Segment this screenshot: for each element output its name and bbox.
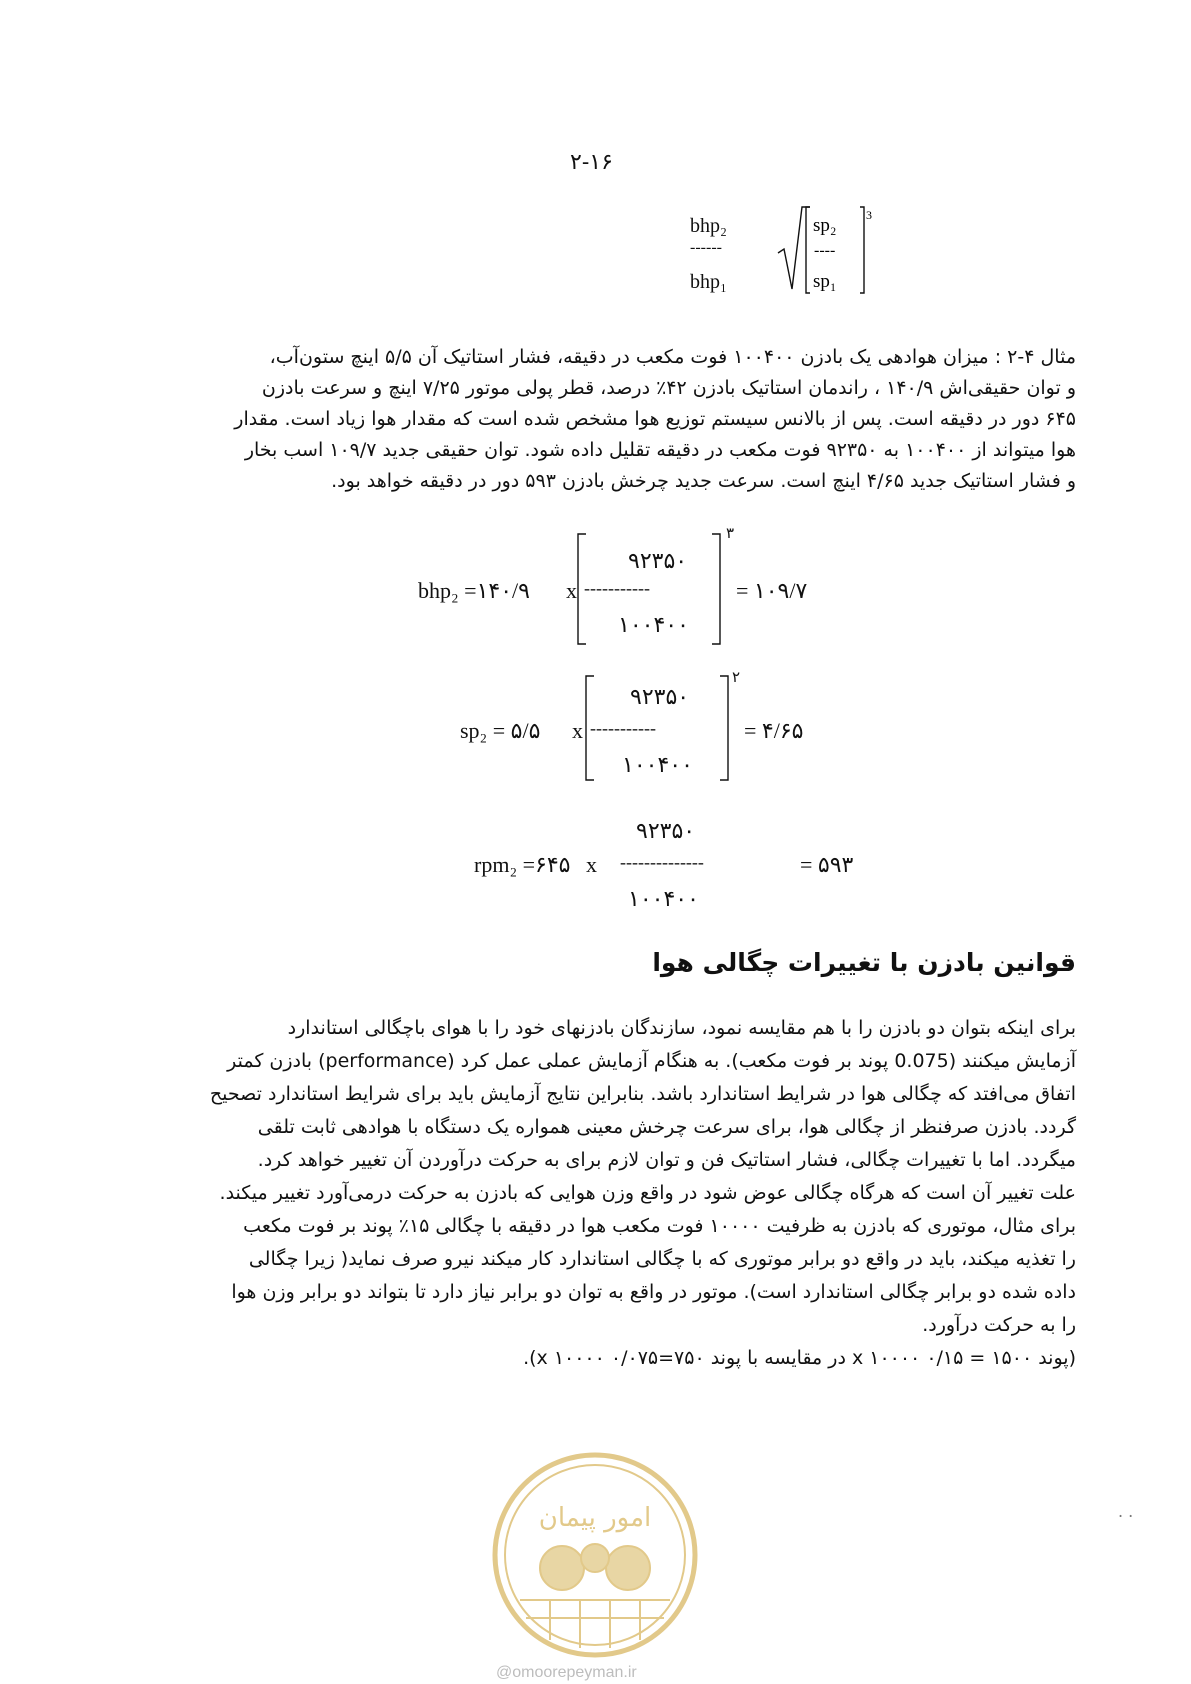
body-line: داده شده دو برابر چگالی استاندارد است). موتور در واقع به توان دو برابر نیاز دارد تا بتواند دو برابر وزن هوا xyxy=(231,1281,1076,1303)
example-line: و توان حقیقی‌اش ۱۴۰/۹ ، راندمان استاتیک بادزن ۴۲٪ درصد، قطر پولی موتور ۷/۲۵ اینچ و سرعت بادزن xyxy=(261,377,1076,399)
formula-lhs-line: ------ xyxy=(690,239,722,256)
eq1-brackets xyxy=(574,532,734,648)
eq2-lhs: sp₂ = ۵/۵ xyxy=(460,718,541,743)
example-paragraph xyxy=(66,342,1076,497)
body-line: گردد. بادزن صرفنظر از چگالی هوا، برای سرعت چرخش معینی همواره یک دستگاه با هوادهی ثابت تلقی xyxy=(257,1116,1076,1138)
eq1-lhs: bhp₂ =۱۴۰/۹ xyxy=(418,578,530,603)
example-line: و فشار استاتیک جدید ۴/۶۵ اینچ است. سرعت جدید چرخش بادزن ۵۹۳ دور در دقیقه خواهد بود. xyxy=(331,470,1076,492)
formula-rhs-denominator: sp₁ xyxy=(813,271,837,292)
formula-lhs-denominator: bhp₁ xyxy=(690,271,727,293)
formula-bhp-ratio xyxy=(690,205,872,305)
body-line: علت تغییر آن است که هرگاه چگالی عوض شود در واقع وزن هوایی که بادزن به حرکت درمی‌آورد تغییر میکند. xyxy=(219,1182,1076,1204)
stamp-logo xyxy=(490,1450,700,1660)
formula-rhs-numerator: sp₂ xyxy=(813,215,837,236)
formula-exponent: 3 xyxy=(866,208,872,222)
eq2-denominator: ۱۰۰۴۰۰ xyxy=(622,752,693,777)
body-line: آزمایش میکنند (0.075 پوند بر فوت مکعب). به هنگام آزمایش عملی عمل کرد (performance) بادزن کمتر xyxy=(227,1050,1076,1072)
eq1-exponent: ۳ xyxy=(726,526,735,542)
body-line: برای مثال، موتوری که بادزن به ظرفیت ۱۰۰۰۰ فوت مکعب هوا در دقیقه با چگالی ۱۵٪ پوند بر فوت مکعب xyxy=(243,1215,1076,1237)
eq2-numerator: ۹۲۳۵۰ xyxy=(630,684,690,709)
eq1-result: = ۱۰۹/۷ xyxy=(736,578,808,603)
body-line: (پوند ۱۵۰۰ = ۰/۱۵ x ۱۰۰۰۰ در مقایسه با پوند ۷۵۰=۰/۰۷۵ x ۱۰۰۰۰). xyxy=(523,1347,1076,1369)
eq3-result: = ۵۹۳ xyxy=(800,852,854,877)
body-line: را تغذیه میکند، باید در واقع دو برابر موتوری که با چگالی استاندارد کار میکند نیرو صرف نماید( زیرا چگالی xyxy=(248,1248,1076,1270)
stamp-text: امور پیمان xyxy=(538,1503,652,1533)
eq2-times: x xyxy=(572,718,583,743)
eq3-lhs: rpm₂ =۶۴۵ xyxy=(474,852,571,877)
example-line: هوا میتواند از ۱۰۰۴۰۰ به ۹۲۳۵۰ فوت مکعب در دقیقه تقلیل داده شود. توان حقیقی جدید ۱۰۹/۷ اسب بخار xyxy=(244,439,1076,461)
eq2-exponent: ۲ xyxy=(732,670,741,686)
formula-radical xyxy=(776,205,872,305)
eq2-line: ----------- xyxy=(590,718,656,738)
eq1-numerator: ۹۲۳۵۰ xyxy=(628,548,688,573)
svg-text:----: ---- xyxy=(814,242,836,259)
eq1-line: ----------- xyxy=(584,578,650,598)
eq2-brackets xyxy=(582,674,742,784)
body-line: برای اینکه بتوان دو بادزن را با هم مقایسه نمود، سازندگان بادزنهای خود را با هوای باچگالی استاندارد xyxy=(287,1017,1076,1039)
page-number: ۲-۱۶ xyxy=(570,150,613,175)
eq3-line: -------------- xyxy=(620,852,704,872)
body-line: اتفاق می‌افتد که چگالی هوا در شرایط استاندارد باشد. بنابراین نتایج آزمایش باید برای شرایط استاندارد تصحیح xyxy=(209,1083,1076,1105)
body-line: میگردد. اما با تغییرات چگالی، فشار استاتیک فن و توان لازم برای به حرکت درآوردن آن تغییر خواهد کرد. xyxy=(257,1149,1076,1171)
eq3-numerator: ۹۲۳۵۰ xyxy=(636,818,696,843)
eq1-denominator: ۱۰۰۴۰۰ xyxy=(618,612,689,637)
eq2-result: = ۴/۶۵ xyxy=(744,718,804,743)
eq3-times: x xyxy=(586,852,597,877)
formula-lhs-numerator: bhp₂ xyxy=(690,215,727,237)
example-line: ۶۴۵ دور در دقیقه است. پس از بالانس سیستم توزیع هوا مشخص شده است که مقدار هوا زیاد است. مقدار xyxy=(234,408,1076,430)
eq1-times: x xyxy=(566,578,577,603)
body-line: را به حرکت درآورد. xyxy=(922,1314,1076,1336)
eq3-denominator: ۱۰۰۴۰۰ xyxy=(628,886,699,911)
margin-mark: . . xyxy=(1118,1502,1134,1521)
watermark-url: @omoorepeyman.ir xyxy=(496,1664,637,1681)
example-line: مثال ۴-۲ : میزان هوادهی یک بادزن ۱۰۰۴۰۰ فوت مکعب در دقیقه، فشار استاتیک آن ۵/۵ اینچ ستون‌آب، xyxy=(269,346,1076,368)
body-paragraph xyxy=(66,1012,1076,1375)
section-heading: قوانین بادزن با تغییرات چگالی هوا xyxy=(652,948,1076,977)
